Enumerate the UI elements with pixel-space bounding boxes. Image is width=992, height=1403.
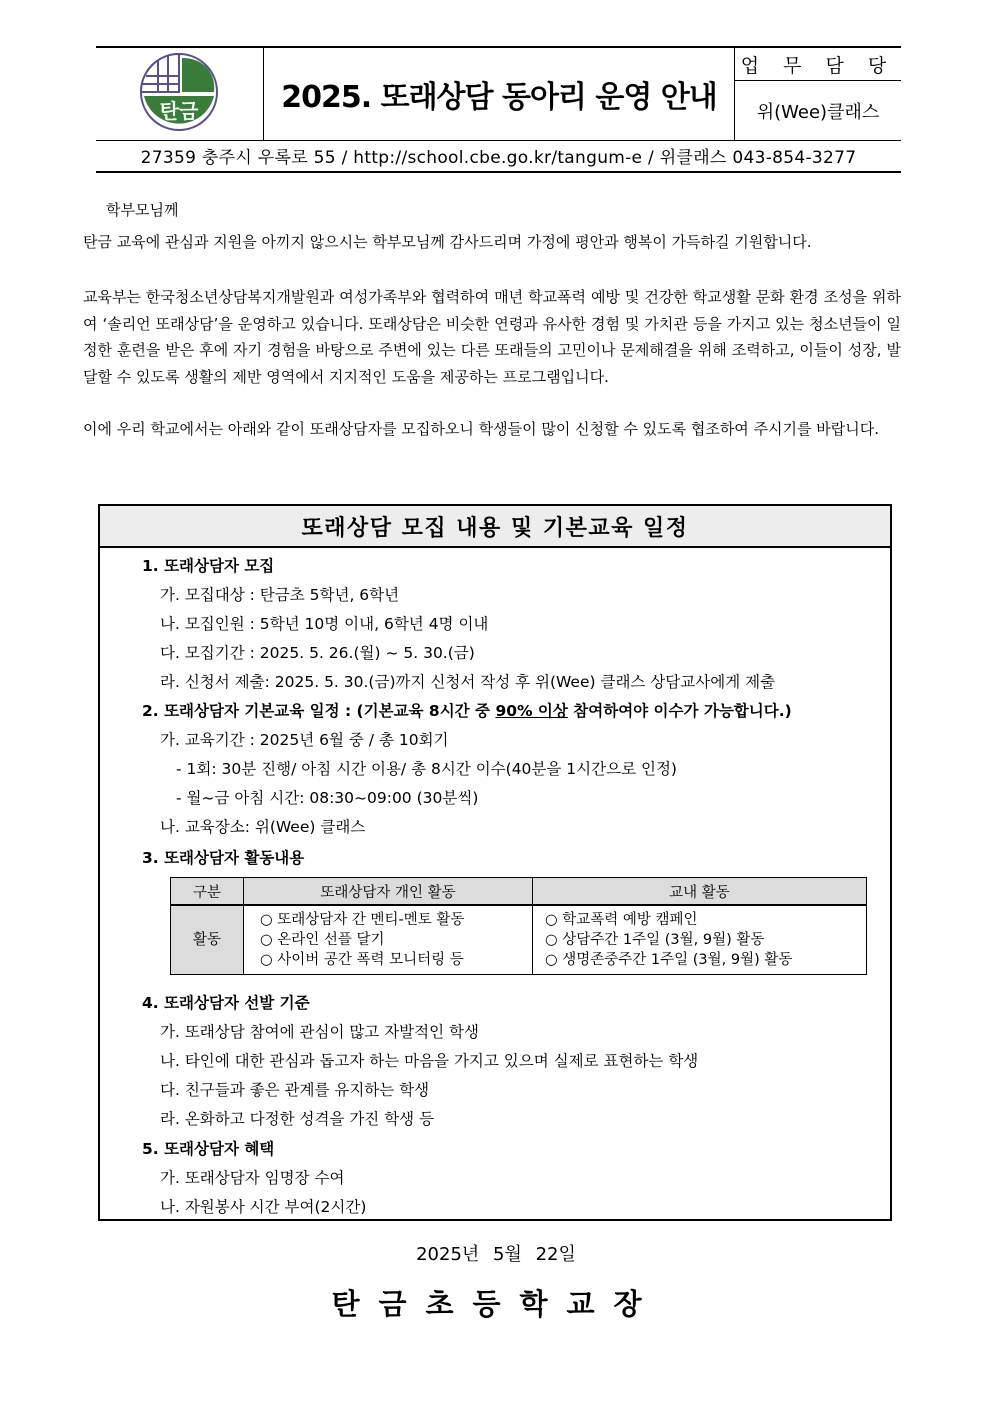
list-item: ○ 상담주간 1주일 (3월, 9월) 활동: [545, 932, 765, 948]
list-item: 나. 교육장소: 위(Wee) 클래스: [160, 818, 366, 836]
section-2-heading-underline: 90% 이상: [495, 702, 568, 720]
letterhead: [96, 46, 901, 141]
school-activities: [533, 905, 867, 975]
list-item: 나. 타인에 대한 관심과 돕고자 하는 마음을 가지고 있으며 실제로 표현하는 학생: [160, 1052, 699, 1070]
section-2-heading: [142, 699, 792, 721]
table-header: 교내 활동: [533, 878, 867, 906]
list-item: ○ 온라인 선플 달기: [260, 932, 385, 948]
table-header: 구분: [171, 878, 244, 906]
title-cell: [264, 48, 735, 140]
section-4-heading: 4. 또래상담자 선발 기준: [142, 994, 310, 1012]
logo-cell: [96, 48, 264, 140]
list-item: ○ 생명존중주간 1주일 (3월, 9월) 활동: [545, 952, 793, 968]
list-item: 라. 온화하고 다정한 성격을 가진 학생 등: [160, 1110, 435, 1128]
issue-date: 2025년 5월 22일: [416, 1244, 576, 1265]
dept-value: 위(Wee)클래스: [756, 101, 880, 123]
recruit-info-box: [98, 504, 892, 1221]
table-header-row: [171, 878, 867, 906]
page-title: 2025. 또래상담 동아리 운영 안내: [281, 80, 717, 115]
list-item: 가. 또래상담자 임명장 수여: [160, 1169, 345, 1187]
section-2-heading-part: 참여하여야 이수가 가능합니다.): [567, 702, 792, 720]
activity-table: [170, 877, 867, 975]
dept-label: 업 무 담 당: [735, 48, 901, 81]
school-logo: [96, 48, 263, 140]
logo-text: 탄금: [159, 99, 199, 123]
list-item: - 1회: 30분 진행/ 아침 시간 이용/ 총 8시간 이수(40분을 1시간으로 인정): [176, 760, 677, 778]
table-header: 또래상담자 개인 활동: [244, 878, 533, 906]
section-2-heading-part: 2. 또래상담자 기본교육 일정 : (기본교육 8시간 중: [142, 702, 496, 720]
list-item: 다. 친구들과 좋은 관계를 유지하는 학생: [160, 1081, 430, 1099]
box-title: 또래상담 모집 내용 및 기본교육 일정: [100, 506, 890, 548]
section-5-heading: 5. 또래상담자 혜택: [142, 1140, 275, 1158]
table-row: [171, 905, 867, 975]
list-item: 라. 신청서 제출: 2025. 5. 30.(금)까지 신청서 작성 후 위(Wee) 클래스 상담교사에게 제출: [160, 673, 776, 691]
paragraph-request: 이에 우리 학교에서는 아래와 같이 또래상담자를 모집하오니 학생들이 많이 신청할 수 있도록 협조하여 주시기를 바랍니다.: [83, 420, 880, 438]
list-item: ○ 사이버 공간 폭력 모니터링 등: [260, 952, 464, 968]
list-item: 가. 교육기간 : 2025년 6월 중 / 총 10회기: [160, 731, 449, 749]
list-item: 나. 모집인원 : 5학년 10명 이내, 6학년 4명 이내: [160, 615, 489, 633]
list-item: ○ 또래상담자 간 멘티-멘토 활동: [260, 912, 465, 928]
table-row-label: 활동: [171, 905, 244, 975]
signature-line: 탄금초등학교장: [331, 1287, 661, 1321]
paragraph-intro: 교육부는 한국청소년상담복지개발원과 여성가족부와 협력하여 매년 학교폭력 예방 및 건강한 학교생활 문화 환경 조성을 위하여 ‘솔리언 또래상담’을 운영하고 있습니다. 또래상담은 비슷한 연령과 유사한 경험 및 가치관 등을 가지고 있는 청소년들이 일정한 훈련을 받은 후에 자기 경험을 바탕으로 주변에 있는 다른 또래들의 고민이나 문제해결을 위해 조력하고, 이들이 성장, 발달할 수 있도록 생활의 제반 영역에서 지지적인 도움을 제공하는 프로그램입니다.: [83, 288, 901, 386]
greeting: 학부모님께: [106, 201, 179, 219]
list-item: 가. 모집대상 : 탄금초 5학년, 6학년: [160, 586, 400, 604]
list-item: ○ 학교폭력 예방 캠페인: [545, 912, 698, 928]
personal-activities: [244, 905, 533, 975]
list-item: 나. 자원봉사 시간 부여(2시간): [160, 1198, 367, 1216]
section-3-heading: 3. 또래상담자 활동내용: [142, 849, 305, 867]
section-1-heading: 1. 또래상담자 모집: [142, 557, 275, 575]
list-item: - 월~금 아침 시간: 08:30~09:00 (30분씩): [176, 789, 479, 807]
list-item: 다. 모집기간 : 2025. 5. 26.(월) ~ 5. 30.(금): [160, 644, 475, 662]
list-item: 가. 또래상담 참여에 관심이 많고 자발적인 학생: [160, 1023, 479, 1041]
address-line: 27359 충주시 우록로 55 / http://school.cbe.go.kr/tangum-e / 위클래스 043-854-3277: [96, 139, 901, 173]
paragraph-thanks: 탄금 교육에 관심과 지원을 아끼지 않으시는 학부모님께 감사드리며 가정에 평안과 행복이 가득하길 기원합니다.: [83, 233, 812, 251]
